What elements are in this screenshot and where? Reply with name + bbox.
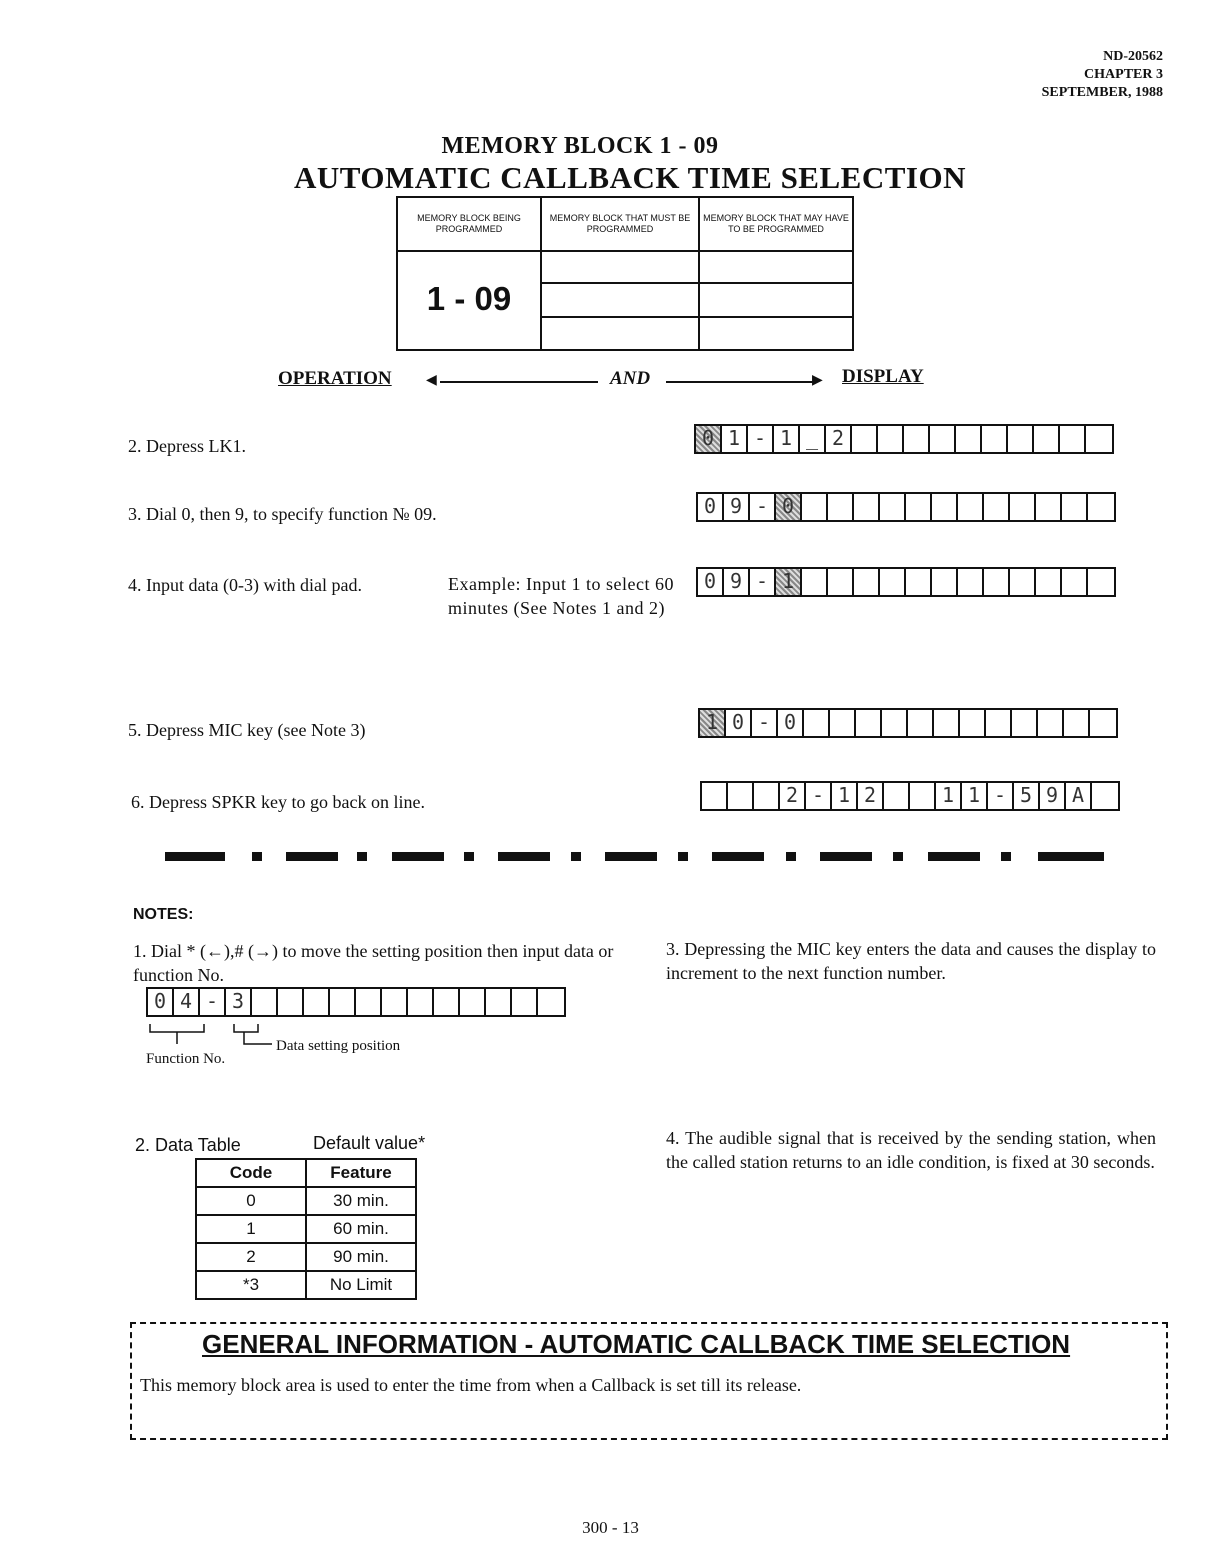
header-date: SEPTEMBER, 1988 [1041,85,1163,100]
col-being-programmed: MEMORY BLOCK BEING PROGRAMMED [417,213,521,234]
step-3: 3. Dial 0, then 9, to specify function № 09. [128,504,437,524]
lcd-step-4: 0 9 - 1 [696,567,1116,597]
display-label: DISPLAY [842,366,924,387]
page-number: 300 - 13 [582,1518,639,1537]
data-table-header-feature: Feature [306,1159,416,1187]
note-3: 3. Depressing the MIC key enters the data and causes the display to increment to the next function number. [666,939,1156,983]
table-cell: 2 [196,1243,306,1271]
table-row [196,1243,416,1271]
lcd-step-3: 0 9 - 0 [696,492,1116,522]
table-cell: 0 [196,1187,306,1215]
header-chapter: CHAPTER 3 [1084,67,1163,82]
step-4-example: Example: Input 1 to select 60 minutes (See Notes 1 and 2) [448,574,674,618]
lcd-note-1-text [6,1,7,2]
and-label: AND [610,368,651,389]
memory-block-table [396,196,854,351]
lcd-step-2: 0 1 - 1 _ 2 [694,424,1114,454]
step-4: 4. Input data (0-3) with dial pad. [128,575,362,595]
table-cell: 30 min. [306,1187,416,1215]
title-main: AUTOMATIC CALLBACK TIME SELECTION [294,160,966,195]
bracket-icon [140,1020,280,1054]
memory-block-number: 1 - 09 [426,280,512,317]
col-must-be-programmed: MEMORY BLOCK THAT MUST BE PROGRAMMED [549,213,691,234]
data-table-header-code: Code [196,1159,306,1187]
note-2-label: 2. Data Table [135,1135,241,1155]
table-row [196,1215,416,1243]
table-row [196,1271,416,1299]
table-cell: 1 [196,1215,306,1243]
table-row [196,1187,416,1215]
general-info-body: This memory block area is used to enter the time from when a Callback is set till its release. [140,1375,802,1395]
operation-label: OPERATION [278,368,392,389]
general-info-title: GENERAL INFORMATION - AUTOMATIC CALLBACK TIME SELECTION [202,1329,1071,1359]
note-4: 4. The audible signal that is received by the sending station, when the called station returns to an idle condition, is fixed at 30 seconds. [666,1128,1156,1172]
lcd-step-5: 1 0 - 0 [698,708,1118,738]
step-2: 2. Depress LK1. [128,436,246,456]
header-doc: ND-20562 [1103,49,1163,64]
lcd-step-6: 2 - 1 2 1 1 - 5 9 A [700,781,1120,811]
step-5: 5. Depress MIC key (see Note 3) [128,720,366,740]
lcd-note-1: 0 4 - 3 [146,987,566,1017]
default-value-label: Default value* [313,1133,426,1153]
data-setting-position-label: Data setting position [276,1038,401,1054]
title-memory-block: MEMORY BLOCK 1 - 09 [441,133,719,159]
data-table [195,1158,417,1300]
step-6: 6. Depress SPKR key to go back on line. [131,792,425,812]
col-may-have-to-be-programmed: MEMORY BLOCK THAT MAY HAVE TO BE PROGRAMMED [703,213,849,234]
table-cell: *3 [196,1271,306,1299]
notes-heading: NOTES: [133,906,194,923]
note-1: 1. Dial * (←),# (→) to move the setting position then input data or function No. [133,941,614,985]
function-no-label: Function No. [146,1051,226,1067]
table-cell: No Limit [306,1271,416,1299]
table-cell: 60 min. [306,1215,416,1243]
table-cell: 90 min. [306,1243,416,1271]
